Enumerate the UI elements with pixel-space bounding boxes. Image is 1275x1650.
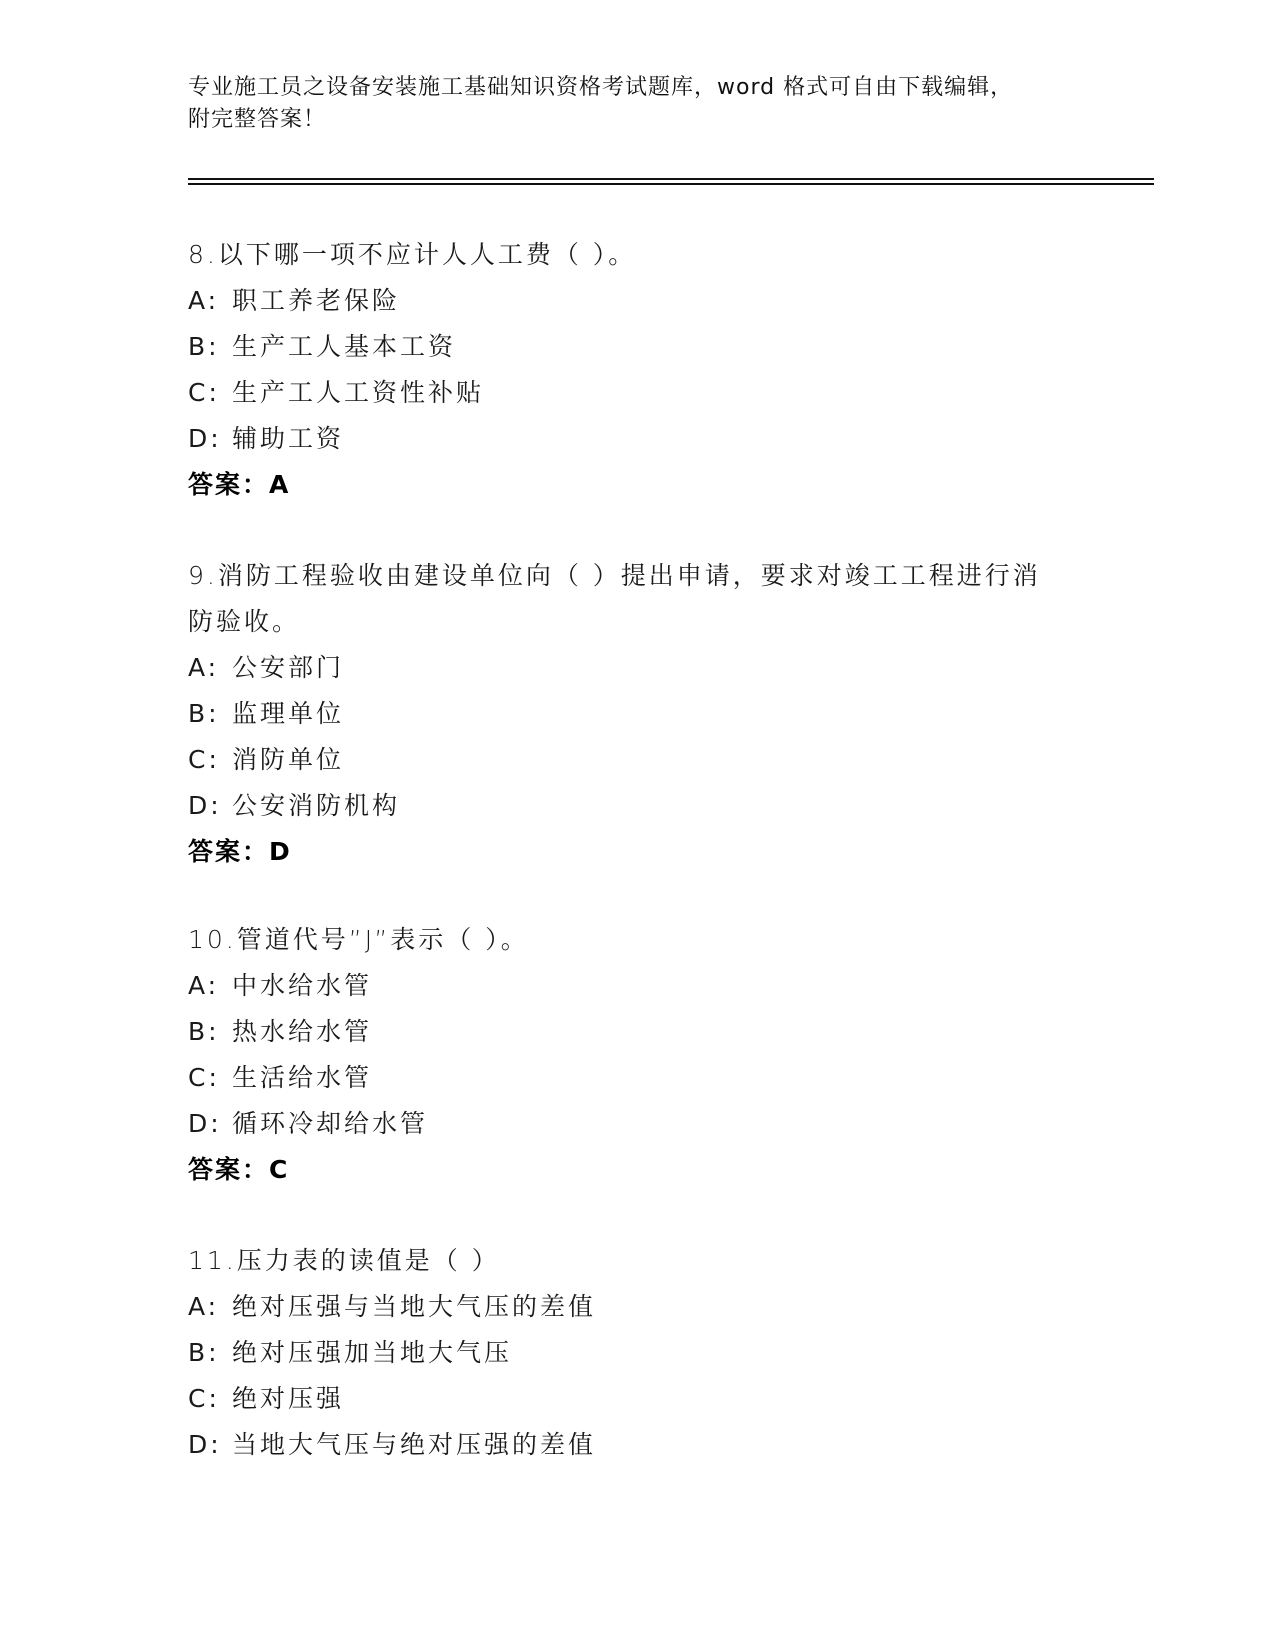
option-text: 绝对压强加当地大气压 <box>232 1338 513 1367</box>
question-stem <box>188 553 1088 645</box>
option-c <box>188 737 1088 783</box>
option-text: 辅助工资 <box>232 424 345 453</box>
option-key: C: <box>188 1063 220 1092</box>
option-key: A: <box>188 653 220 682</box>
header-divider-top <box>188 178 1154 180</box>
option-key: A: <box>188 1292 220 1321</box>
question-stem <box>188 232 1088 278</box>
option-b <box>188 691 1088 737</box>
question-8 <box>188 232 1088 508</box>
option-a <box>188 1284 1088 1330</box>
option-c <box>188 1055 1088 1101</box>
option-b <box>188 1330 1088 1376</box>
option-d <box>188 416 1088 462</box>
option-key: B: <box>188 1338 220 1367</box>
option-a <box>188 645 1088 691</box>
option-text: 公安消防机构 <box>232 791 401 820</box>
option-text: 监理单位 <box>232 699 345 728</box>
option-key: B: <box>188 1017 220 1046</box>
question-10 <box>188 917 1088 1193</box>
option-key: D: <box>188 1109 222 1138</box>
option-key: D: <box>188 424 222 453</box>
option-b <box>188 324 1088 370</box>
option-key: C: <box>188 1384 220 1413</box>
option-text: 生活给水管 <box>232 1063 373 1092</box>
option-text: 职工养老保险 <box>232 286 401 315</box>
option-a <box>188 963 1088 1009</box>
option-key: A: <box>188 286 220 315</box>
option-key: B: <box>188 332 220 361</box>
option-key: C: <box>188 378 220 407</box>
answer-label: 答案：D <box>188 837 292 866</box>
option-key: D: <box>188 791 222 820</box>
option-c <box>188 1376 1088 1422</box>
option-d <box>188 1101 1088 1147</box>
question-stem-line: 10.管道代号”J”表示（ ）。 <box>188 925 529 954</box>
option-key: D: <box>188 1430 222 1459</box>
answer-label: 答案：A <box>188 470 291 499</box>
answer-label: 答案：C <box>188 1155 290 1184</box>
option-text: 绝对压强 <box>232 1384 345 1413</box>
option-text: 生产工人工资性补贴 <box>232 378 485 407</box>
question-stem <box>188 1238 1088 1284</box>
option-a <box>188 278 1088 324</box>
header-divider-bottom <box>188 183 1154 185</box>
option-b <box>188 1009 1088 1055</box>
option-text: 消防单位 <box>232 745 345 774</box>
header-line-2: 附完整答案！ <box>188 107 327 132</box>
option-text: 生产工人基本工资 <box>232 332 457 361</box>
question-9 <box>188 553 1088 875</box>
question-stem-line: 11.压力表的读值是（ ） <box>188 1246 500 1275</box>
question-stem-line: 防验收。 <box>188 607 301 636</box>
option-key: A: <box>188 971 220 1000</box>
option-text: 循环冷却给水管 <box>232 1109 429 1138</box>
option-d <box>188 783 1088 829</box>
question-11 <box>188 1238 1088 1468</box>
option-text: 绝对压强与当地大气压的差值 <box>232 1292 597 1321</box>
option-text: 热水给水管 <box>232 1017 373 1046</box>
question-stem-line: 9.消防工程验收由建设单位向（ ）提出申请，要求对竣工工程进行消 <box>188 561 1041 590</box>
option-c <box>188 370 1088 416</box>
option-key: B: <box>188 699 220 728</box>
option-text: 当地大气压与绝对压强的差值 <box>232 1430 597 1459</box>
option-text: 中水给水管 <box>232 971 373 1000</box>
header-line-1: 专业施工员之设备安装施工基础知识资格考试题库，word 格式可自由下载编辑， <box>188 75 1014 100</box>
option-text: 公安部门 <box>232 653 345 682</box>
option-d <box>188 1422 1088 1468</box>
question-stem <box>188 917 1088 963</box>
option-key: C: <box>188 745 220 774</box>
document-header <box>188 72 1088 136</box>
question-stem-line: 8.以下哪一项不应计人人工费（ ）。 <box>188 240 637 269</box>
